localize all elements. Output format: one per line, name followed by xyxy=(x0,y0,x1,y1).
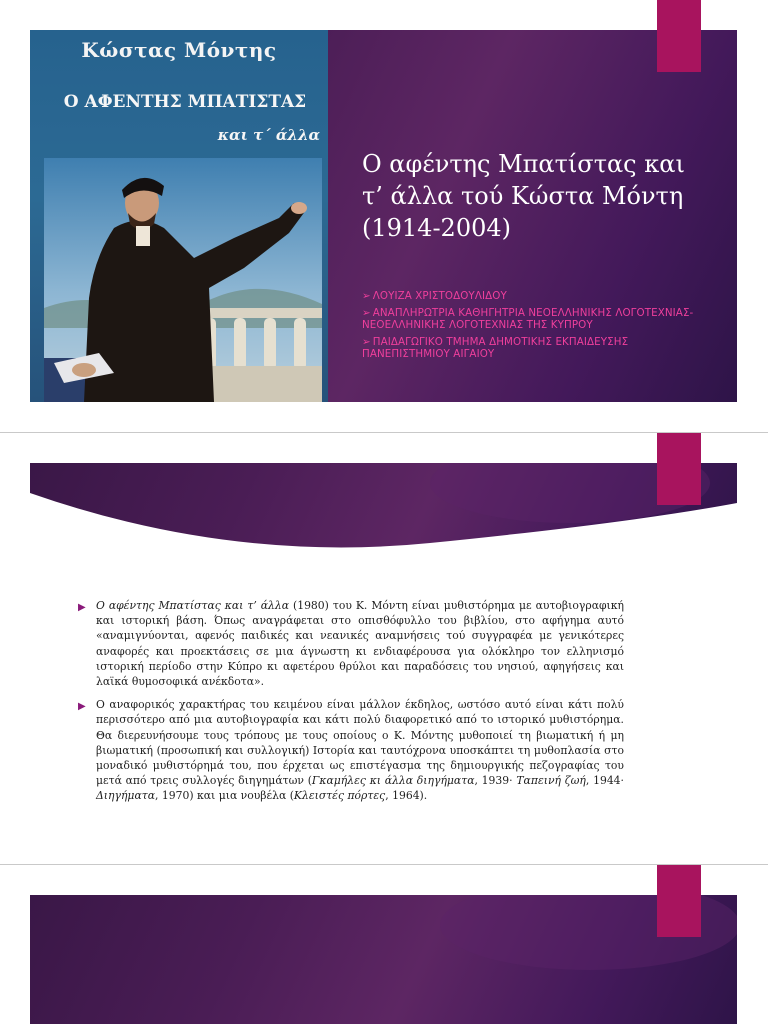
paragraph-2-text: , 1944· xyxy=(585,774,624,788)
content-slide-header xyxy=(30,463,737,571)
content-text-list xyxy=(78,598,624,812)
author-info-item xyxy=(362,307,712,331)
paragraph-2-text: , 1970) και μια νουβέλα ( xyxy=(155,789,294,803)
slide-divider xyxy=(0,864,768,865)
author-info-item xyxy=(362,290,712,302)
paragraph-2-text: , 1939· xyxy=(474,774,517,788)
presentation-title xyxy=(362,148,722,244)
portrait-painting xyxy=(44,158,322,402)
work-title-italic: Κλειστές πόρτες xyxy=(293,789,386,803)
header-wave-decoration xyxy=(30,463,737,571)
author-department: ΠΑΙΔΑΓΩΓΙΚΟ ΤΜΗΜΑ ΔΗΜΟΤΙΚΗΣ ΕΚΠΑΙΔΕΥΣΗΣ ΠΑΝΕΠΙΣΤΗΜΙΟΥ ΑΙΓΑΙΟΥ xyxy=(362,336,629,360)
work-title-italic: Γκαμήλες κι άλλα διηγήματα xyxy=(311,774,475,788)
triangle-bullet-icon: ▶ xyxy=(78,602,86,613)
triangle-bullet-icon: ▶ xyxy=(78,701,86,713)
work-title-italic: Διηγήματα xyxy=(96,789,155,803)
author-name: ΛΟΥΙΖΑ ΧΡΙΣΤΟΔΟΥΛΙΔΟΥ xyxy=(372,290,507,302)
book-title-italic: Ο αφέντης Μπατίστας και τ’ άλλα xyxy=(96,599,290,612)
book-cover-title: Ο ΑΦΕΝΤΗΣ ΜΠΑΤΙΣΤΑΣ xyxy=(63,92,307,112)
slide-divider xyxy=(0,432,768,433)
title-line-2: τ’ άλλα τού Κώστα Μόντη xyxy=(362,182,684,210)
work-title-italic: Ταπεινή ζωή xyxy=(516,774,586,788)
book-cover-subtitle: και τ΄ άλλα xyxy=(217,126,320,144)
slide-accent-tab xyxy=(657,0,701,72)
title-line-3: (1914-2004) xyxy=(362,214,511,242)
header-wave-decoration xyxy=(30,895,737,1024)
slide-accent-tab xyxy=(657,865,701,937)
book-cover-author: Κώστας Μόντης xyxy=(81,38,277,62)
arrow-bullet-icon: ➢ xyxy=(362,290,371,302)
slide-accent-tab xyxy=(657,433,701,505)
paragraph-1-text: (1980) του Κ. Μόντη είναι μυθιστόρημα με αυτοβιογραφική και ιστορική βάση. Όπως αναγράφεται στο οπισθόφυλλο του βιβλίου, στο αφήγημα αυτό «αναμιγνύονται, αφενός παιδικές και νεανικές αναμνήσεις τού συγγραφέα με γενικότερες αναφορές και προεκτάσεις σε μια άγνωστη κι ενδιαφέρουσα για ολόκληρο τον ελληνισμό ιστορική περίοδο στην Κύπρο κι αφετέρου θρύλοι και παραδόσεις του νησιού, αφηγήσεις και λαϊκά θυμοσοφικά ανέκδοτα». xyxy=(96,599,624,689)
arrow-bullet-icon: ➢ xyxy=(362,307,371,319)
paragraph-2-text: Ο αναφορικός χαρακτήρας του κειμένου είναι μάλλον έκδηλος, ωστόσο αυτό είναι κάτι πολύ περισσότερο από μια αυτοβιογραφία και κάτι πολύ διαφορετικό από το ιστορικό μυθιστόρημα. Θα διερευνήσουμε τους τρόπους με τους οποίους ο Κ. Μόντης μυθοποιεί τη βιωματική ή μη βιωματική (προσωπική και συλλογική) Ιστορία και ταυτόχρονα υποσκάπτει τη μυθοπλασία στο μοναδικό μυθιστόρημά του, που έρχεται ως επιστέγασμα της δημιουργικής πεζογραφίας του μετά από τρεις συλλογές διηγημάτων ( xyxy=(96,698,624,788)
author-position: ΑΝΑΠΛΗΡΩΤΡΙΑ ΚΑΘΗΓΗΤΡΙΑ ΝΕΟΕΛΛΗΝΙΚΗΣ ΛΟΓΟΤΕΧΝΙΑΣ- ΝΕΟΕΛΛΗΝΙΚΗΣ ΛΟΓΟΤΕΧΝΙΑΣ ΤΗΣ ΚΥΠΡΟΥ xyxy=(362,307,694,331)
book-cover-image xyxy=(30,30,328,402)
title-slide xyxy=(30,30,737,402)
author-info-item xyxy=(362,336,712,360)
paragraph-2 xyxy=(78,697,624,803)
paragraph-2-text: , 1964). xyxy=(385,789,428,803)
title-line-1: Ο αφέντης Μπατίστας και xyxy=(362,150,685,178)
paragraph-1 xyxy=(78,598,624,689)
next-slide-header xyxy=(30,895,737,1024)
author-info-list xyxy=(362,290,712,365)
arrow-bullet-icon: ➢ xyxy=(362,336,371,348)
